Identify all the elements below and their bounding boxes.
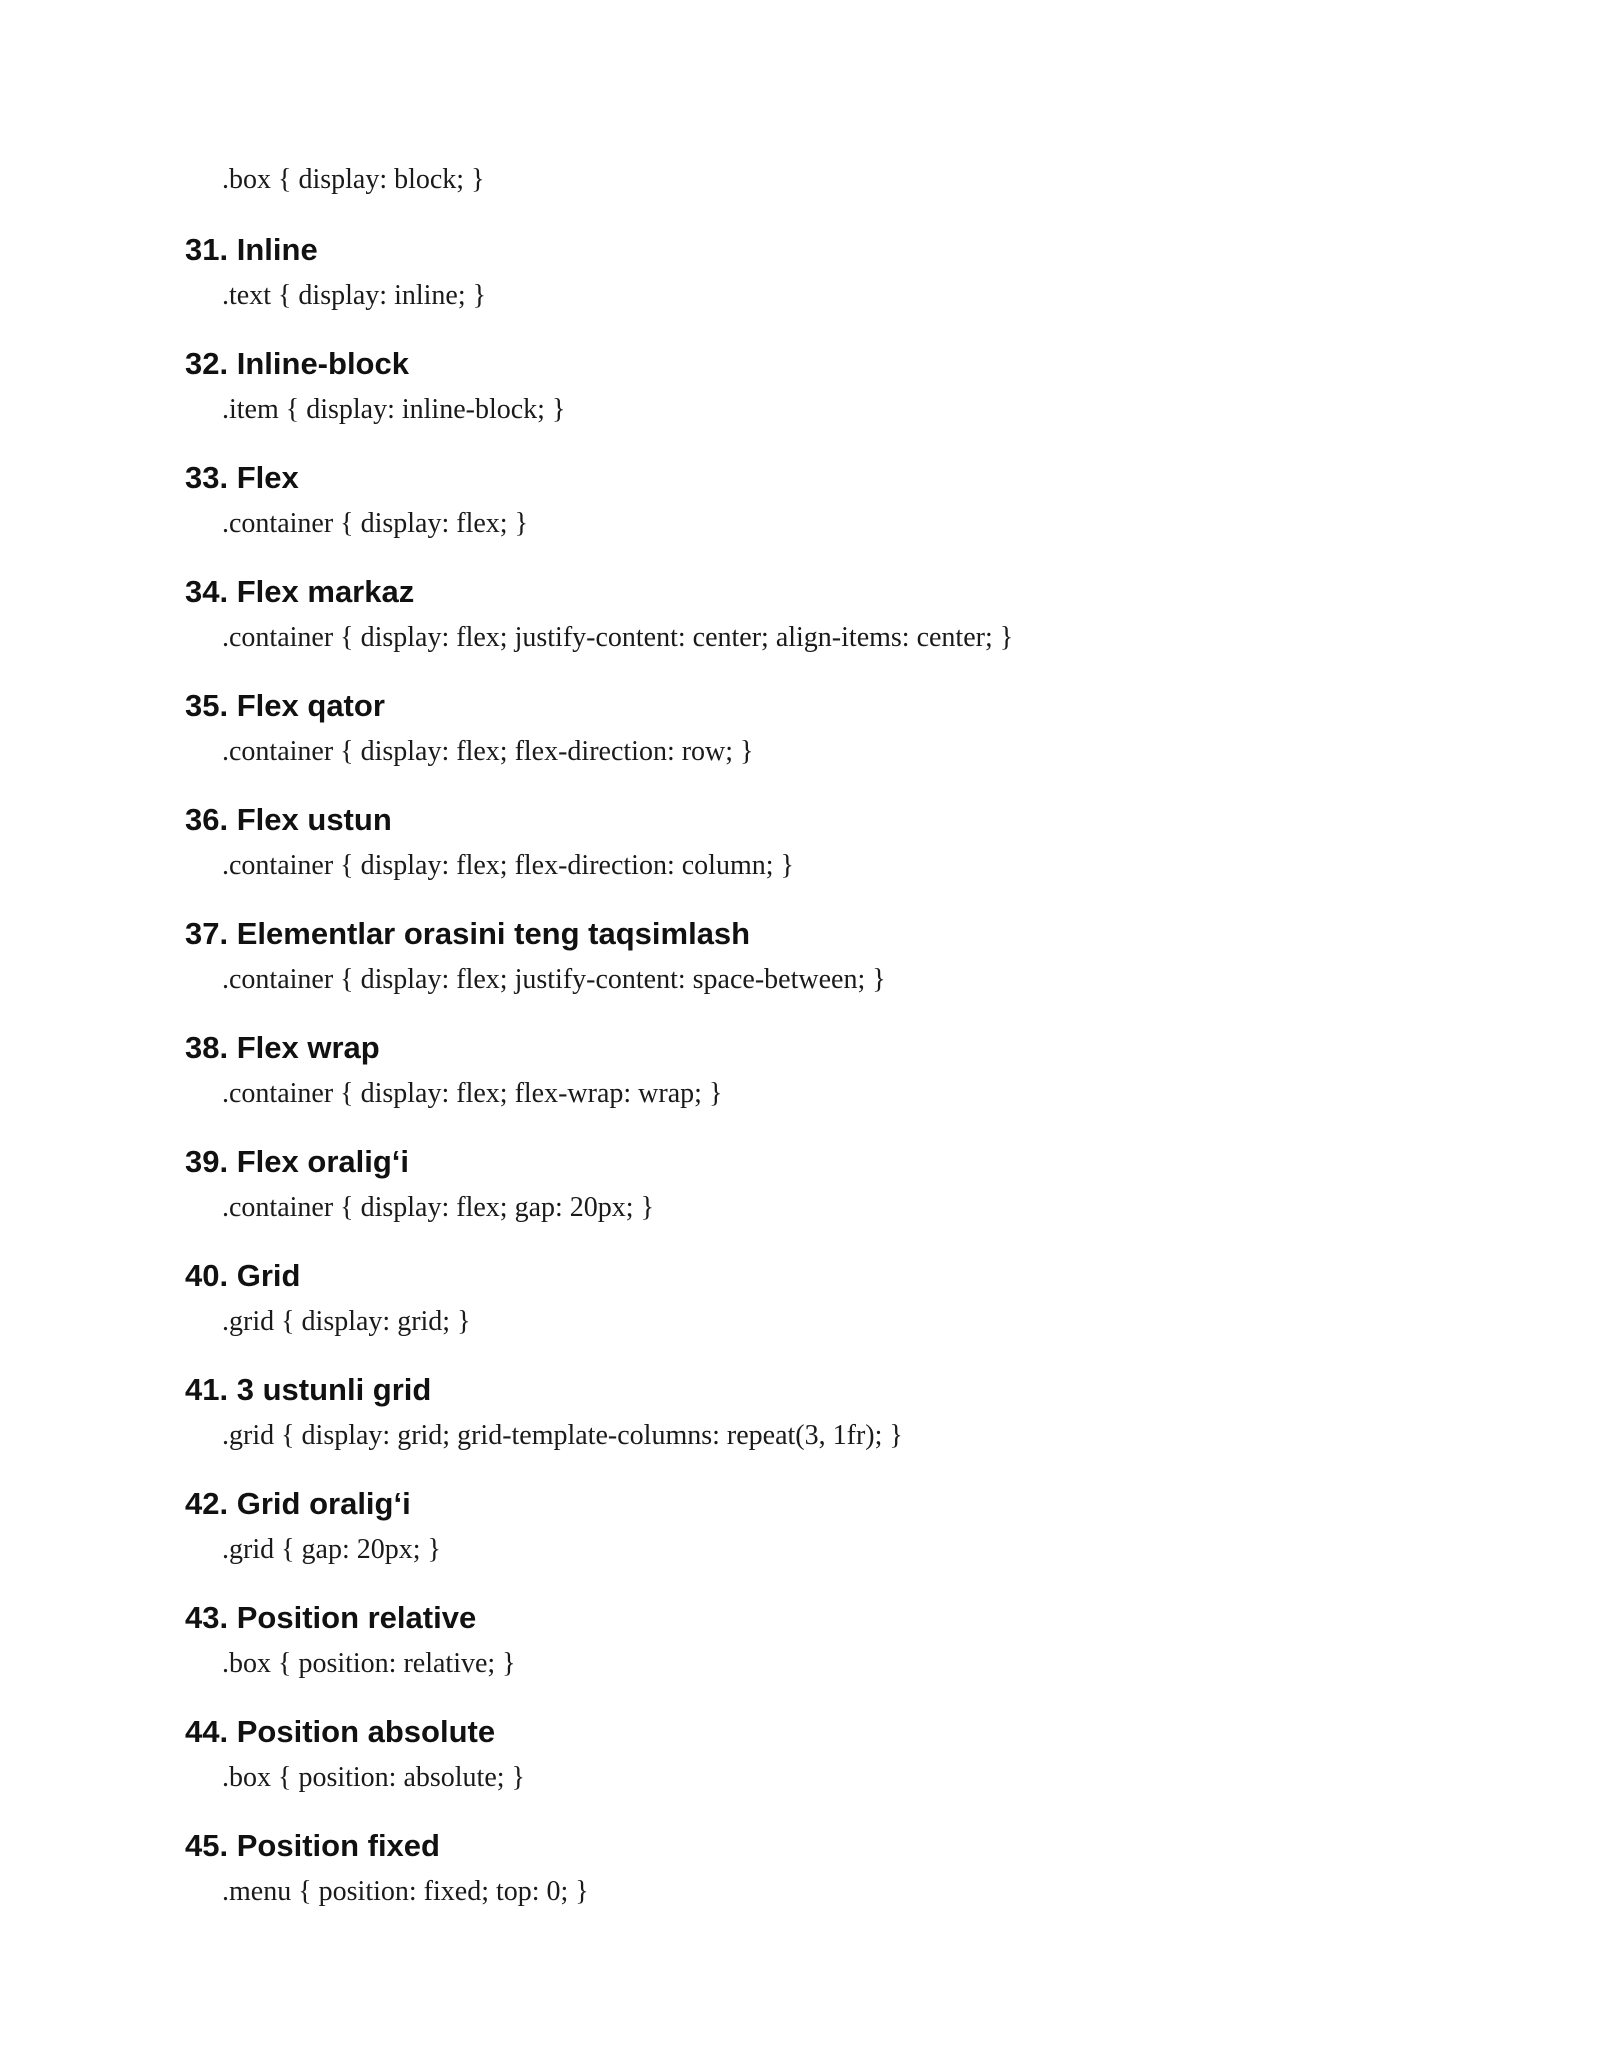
entry-number: 35.	[185, 688, 229, 723]
entry-number: 31.	[185, 232, 229, 267]
entry-heading	[185, 1822, 1485, 1870]
code-snippet: .container { display: flex; gap: 20px; }	[222, 1192, 655, 1223]
list-item	[185, 796, 1485, 910]
code-snippet: .container { display: flex; flex-direction: column; }	[222, 850, 794, 881]
entry-title: Inline-block	[236, 346, 409, 381]
list-item	[185, 1024, 1485, 1138]
entry-number: 43.	[185, 1600, 229, 1635]
entry-heading	[185, 1252, 1485, 1300]
entry-heading	[185, 454, 1485, 502]
code-snippet: .box { position: relative; }	[222, 1648, 516, 1679]
entry-title: 3 ustunli grid	[236, 1372, 432, 1407]
code-snippet: .menu { position: fixed; top: 0; }	[222, 1876, 589, 1907]
entry-title: Grid oralig‘i	[236, 1486, 411, 1521]
list-item	[185, 1138, 1485, 1252]
code-snippet: .container { display: flex; flex-direction: row; }	[222, 736, 754, 767]
entry-title: Elementlar orasini teng taqsimlash	[236, 916, 751, 951]
list-item	[185, 1480, 1485, 1594]
entry-heading	[185, 910, 1485, 958]
entry-number: 45.	[185, 1828, 229, 1863]
code-snippet: .container { display: flex; }	[222, 508, 529, 539]
entry-number: 39.	[185, 1144, 229, 1179]
list-item	[185, 1252, 1485, 1366]
list-item	[185, 910, 1485, 1024]
code-snippet: .grid { gap: 20px; }	[222, 1534, 441, 1565]
code-snippet: .grid { display: grid; grid-template-columns: repeat(3, 1fr); }	[222, 1420, 903, 1451]
entry-title: Flex qator	[236, 688, 385, 723]
code-snippet: .box { position: absolute; }	[222, 1762, 525, 1793]
code-snippet: .container { display: flex; justify-content: space-between; }	[222, 964, 886, 995]
entry-number: 41.	[185, 1372, 229, 1407]
entry-title: Flex	[236, 460, 299, 495]
entry-heading	[185, 796, 1485, 844]
entry-heading	[185, 1138, 1485, 1186]
list-item	[185, 454, 1485, 568]
entry-heading	[185, 682, 1485, 730]
code-snippet: .item { display: inline-block; }	[222, 394, 566, 425]
list-item	[185, 568, 1485, 682]
entry-number: 37.	[185, 916, 229, 951]
list-item	[185, 1822, 1485, 1936]
entry-title: Flex wrap	[236, 1030, 380, 1065]
code-snippet: .container { display: flex; justify-content: center; align-items: center; }	[222, 622, 1014, 653]
entry-heading	[185, 1480, 1485, 1528]
list-item	[185, 1708, 1485, 1822]
entry-heading	[185, 1594, 1485, 1642]
entry-title: Position absolute	[236, 1714, 496, 1749]
entry-heading	[185, 340, 1485, 388]
entry-title: Flex ustun	[236, 802, 392, 837]
list-item	[185, 1594, 1485, 1708]
entry-list	[185, 226, 1485, 1936]
code-snippet: .text { display: inline; }	[222, 280, 487, 311]
entry-number: 44.	[185, 1714, 229, 1749]
entry-heading	[185, 1024, 1485, 1072]
entry-title: Inline	[236, 232, 318, 267]
entry-heading	[185, 1708, 1485, 1756]
entry-number: 38.	[185, 1030, 229, 1065]
entry-title: Flex oralig‘i	[236, 1144, 410, 1179]
list-item	[185, 226, 1485, 340]
entry-number: 33.	[185, 460, 229, 495]
entry-title: Position fixed	[236, 1828, 440, 1863]
code-snippet: .box { display: block; }	[222, 164, 485, 195]
list-item	[185, 340, 1485, 454]
list-item	[185, 1366, 1485, 1480]
code-snippet: .grid { display: grid; }	[222, 1306, 471, 1337]
entry-number: 34.	[185, 574, 229, 609]
entry-heading	[185, 226, 1485, 274]
list-item	[185, 682, 1485, 796]
entry-number: 32.	[185, 346, 229, 381]
entry-title: Flex markaz	[236, 574, 415, 609]
entry-number: 40.	[185, 1258, 229, 1293]
entry-number: 36.	[185, 802, 229, 837]
code-snippet: .container { display: flex; flex-wrap: wrap; }	[222, 1078, 723, 1109]
entry-number: 42.	[185, 1486, 229, 1521]
entry-heading	[185, 1366, 1485, 1414]
entry-title: Grid	[236, 1258, 301, 1293]
entry-title: Position relative	[236, 1600, 477, 1635]
entry-heading	[185, 568, 1485, 616]
